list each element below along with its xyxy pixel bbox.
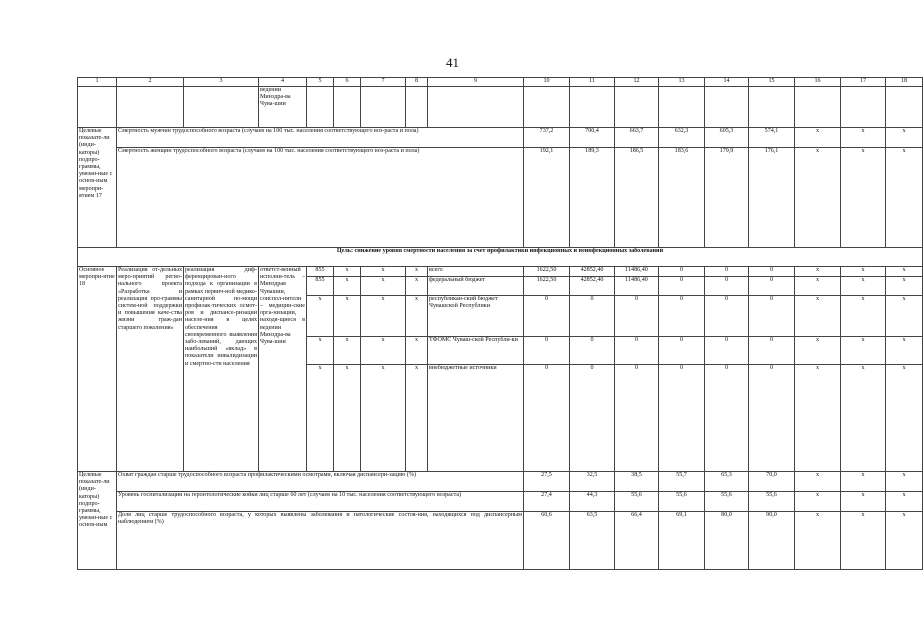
value-cell: 0 — [705, 337, 749, 365]
value-cell: 183,6 — [659, 148, 705, 248]
value-cell: 90,0 — [749, 512, 795, 570]
value-cell: 0 — [659, 296, 705, 337]
value-cell: 42852,40 — [570, 277, 615, 296]
value-cell: x — [841, 512, 886, 570]
indicator-text: Доля лиц старше трудоспособного возраста, у которых выявлены заболевания и патологические состоя-ния, находящихся под диспансерным наблюдением (%) — [117, 512, 524, 570]
value-cell: 0 — [615, 365, 659, 472]
code-cell: x — [361, 365, 406, 472]
col-header: 10 — [524, 78, 570, 87]
code-cell: 855 — [307, 267, 334, 277]
value-cell: 1622,50 — [524, 277, 570, 296]
indicator-text: Уровень госпитализации на геронтологические койки лиц старше 60 лет (случаев на 10 тыс. населения соответствующего возраста) — [117, 492, 524, 512]
value-cell: 192,1 — [524, 148, 570, 248]
value-cell: 70,0 — [749, 472, 795, 492]
program-table — [77, 77, 923, 570]
indicator-text: Смертность мужчин трудоспособного возраста (случаев на 100 тыс. населения соответствующего воз-раста и пола) — [117, 128, 524, 148]
value-cell: 176,1 — [749, 148, 795, 248]
value-cell: 11486,40 — [615, 277, 659, 296]
measure-description: реализация диф-ференцирован-ного подхода к организации в рамках первич-ной медико-санитарной по-мощи профилак-тических осмот-ров и диспансе-ризации населе-ния в целях обеспечения своевременного выявления забо-леваний, дающих наибольший «вклад» в показатели инвалидизации и смертно-сти населения — [184, 267, 259, 472]
indicators-label: Целевые показате-ли (инди-каторы) подпро-граммы, увязан-ные с основ-ным меропри-ятием 17 — [78, 128, 117, 248]
code-cell: 855 — [307, 277, 334, 296]
value-cell: 0 — [615, 296, 659, 337]
funding-source: внебюджетные источники — [428, 365, 524, 472]
measure-executor: ответст-венный исполни-тель – Минздрав Чувашии, соиспол-нители – медицин-ские орга-низации, находя-щиеся в ведении Минздра-ва Чува-шии — [259, 267, 307, 472]
value-cell: x — [886, 148, 923, 248]
col-header: 18 — [886, 78, 923, 87]
indicator-text: Смертность женщин трудоспособного возраста (случаев на 100 тыс. населения соответствующего воз-раста и пола) — [117, 148, 524, 248]
value-cell: x — [841, 365, 886, 472]
value-cell: 55,6 — [749, 492, 795, 512]
value-cell: 38,5 — [615, 472, 659, 492]
code-cell: x — [406, 296, 428, 337]
code-cell: x — [307, 296, 334, 337]
continuation-row — [78, 87, 923, 128]
col-header: 8 — [406, 78, 428, 87]
value-cell: 55,7 — [659, 472, 705, 492]
value-cell: 55,6 — [615, 492, 659, 512]
col-header: 16 — [795, 78, 841, 87]
value-cell: 0 — [749, 365, 795, 472]
value-cell: x — [886, 492, 923, 512]
value-cell: 0 — [659, 337, 705, 365]
value-cell: 11486,40 — [615, 267, 659, 277]
col-header: 11 — [570, 78, 615, 87]
finance-row — [78, 267, 923, 277]
value-cell: 65,3 — [705, 472, 749, 492]
value-cell: x — [886, 296, 923, 337]
value-cell: 0 — [524, 337, 570, 365]
value-cell: x — [841, 148, 886, 248]
value-cell: 0 — [615, 337, 659, 365]
value-cell: x — [795, 492, 841, 512]
code-cell: x — [361, 296, 406, 337]
value-cell: x — [795, 296, 841, 337]
code-cell: x — [307, 365, 334, 472]
measure-name: Реализация от-дельных меро-приятий регио-нального проекта «Разработка и реализация про-граммы систем-ной поддержки и повышения каче-ства жизни граж-дан старшего поколения» — [117, 267, 184, 472]
value-cell: x — [841, 277, 886, 296]
value-cell: 189,3 — [570, 148, 615, 248]
value-cell: x — [795, 148, 841, 248]
indicator-row — [78, 512, 923, 570]
code-cell: x — [334, 365, 361, 472]
value-cell: 27,4 — [524, 492, 570, 512]
value-cell: x — [795, 365, 841, 472]
value-cell: 663,7 — [615, 128, 659, 148]
value-cell: 0 — [705, 267, 749, 277]
value-cell: 0 — [570, 337, 615, 365]
indicator-row — [78, 492, 923, 512]
code-cell: x — [334, 267, 361, 277]
value-cell: 0 — [524, 296, 570, 337]
value-cell: 179,9 — [705, 148, 749, 248]
value-cell: x — [886, 472, 923, 492]
indicator-row — [78, 148, 923, 248]
col-header: 3 — [184, 78, 259, 87]
col-header: 4 — [259, 78, 307, 87]
goal-row — [78, 248, 923, 267]
value-cell: 632,3 — [659, 128, 705, 148]
value-cell: 700,4 — [570, 128, 615, 148]
code-cell: x — [334, 337, 361, 365]
funding-source: республикан-ский бюджет Чувашской Республики — [428, 296, 524, 337]
value-cell: x — [841, 267, 886, 277]
code-cell: x — [406, 267, 428, 277]
code-cell: x — [334, 277, 361, 296]
value-cell: x — [795, 277, 841, 296]
value-cell: x — [841, 128, 886, 148]
col-header: 15 — [749, 78, 795, 87]
value-cell: x — [886, 337, 923, 365]
value-cell: x — [886, 365, 923, 472]
value-cell: 0 — [659, 365, 705, 472]
col-header: 14 — [705, 78, 749, 87]
indicator-text: Охват граждан старше трудоспособного возраста профилактическими осмотрами, включая диспансери-зацию (%) — [117, 472, 524, 492]
value-cell: 1622,50 — [524, 267, 570, 277]
value-cell: 186,5 — [615, 148, 659, 248]
col-header: 2 — [117, 78, 184, 87]
value-cell: 0 — [749, 277, 795, 296]
code-cell: x — [361, 277, 406, 296]
code-cell: x — [334, 296, 361, 337]
value-cell: x — [795, 472, 841, 492]
value-cell: 66,4 — [615, 512, 659, 570]
page-number: 41 — [446, 55, 459, 70]
value-cell: x — [795, 337, 841, 365]
value-cell: 0 — [749, 296, 795, 337]
value-cell: x — [795, 128, 841, 148]
measure-number: Основное меропри-ятие 18 — [78, 267, 117, 472]
col-header: 1 — [78, 78, 117, 87]
code-cell: x — [406, 277, 428, 296]
col-header: 6 — [334, 78, 361, 87]
value-cell: 574,1 — [749, 128, 795, 148]
value-cell: 32,5 — [570, 472, 615, 492]
col-header: 13 — [659, 78, 705, 87]
value-cell: 605,3 — [705, 128, 749, 148]
code-cell: x — [406, 365, 428, 472]
value-cell: x — [795, 512, 841, 570]
code-cell: x — [406, 337, 428, 365]
value-cell: 0 — [570, 365, 615, 472]
value-cell: x — [841, 296, 886, 337]
value-cell: 0 — [659, 267, 705, 277]
value-cell: 69,1 — [659, 512, 705, 570]
value-cell: x — [886, 128, 923, 148]
code-cell: x — [307, 337, 334, 365]
value-cell: 80,0 — [705, 512, 749, 570]
executor-cell: ведении Минздра-ва Чува-шии — [259, 87, 307, 128]
value-cell: 0 — [705, 296, 749, 337]
col-header: 17 — [841, 78, 886, 87]
value-cell: 0 — [570, 296, 615, 337]
code-cell: x — [361, 267, 406, 277]
value-cell: 737,2 — [524, 128, 570, 148]
value-cell: 63,5 — [570, 512, 615, 570]
funding-source: ТФОМС Чуваш-ской Республи-ки — [428, 337, 524, 365]
value-cell: x — [795, 267, 841, 277]
col-header: 12 — [615, 78, 659, 87]
value-cell: 55,6 — [659, 492, 705, 512]
value-cell: 0 — [749, 267, 795, 277]
value-cell: x — [841, 472, 886, 492]
value-cell: x — [886, 267, 923, 277]
indicator-row — [78, 128, 923, 148]
col-header: 5 — [307, 78, 334, 87]
col-header: 7 — [361, 78, 406, 87]
value-cell: 0 — [705, 365, 749, 472]
funding-source: федеральный бюджет — [428, 277, 524, 296]
funding-source: всего — [428, 267, 524, 277]
col-header: 9 — [428, 78, 524, 87]
value-cell: 0 — [524, 365, 570, 472]
value-cell: 0 — [749, 337, 795, 365]
value-cell: x — [886, 512, 923, 570]
code-cell: x — [361, 337, 406, 365]
column-header-row — [78, 78, 923, 87]
indicator-row — [78, 472, 923, 492]
value-cell: 42852,40 — [570, 267, 615, 277]
value-cell: x — [886, 277, 923, 296]
indicators-label: Целевые показате-ли (инди-каторы) подпро-граммы, увязан-ные с основ-ным — [78, 472, 117, 570]
value-cell: 0 — [705, 277, 749, 296]
value-cell: x — [841, 337, 886, 365]
value-cell: x — [841, 492, 886, 512]
value-cell: 0 — [659, 277, 705, 296]
value-cell: 44,3 — [570, 492, 615, 512]
value-cell: 27,5 — [524, 472, 570, 492]
value-cell: 60,6 — [524, 512, 570, 570]
value-cell: 55,6 — [705, 492, 749, 512]
goal-heading: Цель: снижение уровня смертности населения за счет профилактики инфекционных и неинфекционных заболеваний — [78, 248, 923, 267]
